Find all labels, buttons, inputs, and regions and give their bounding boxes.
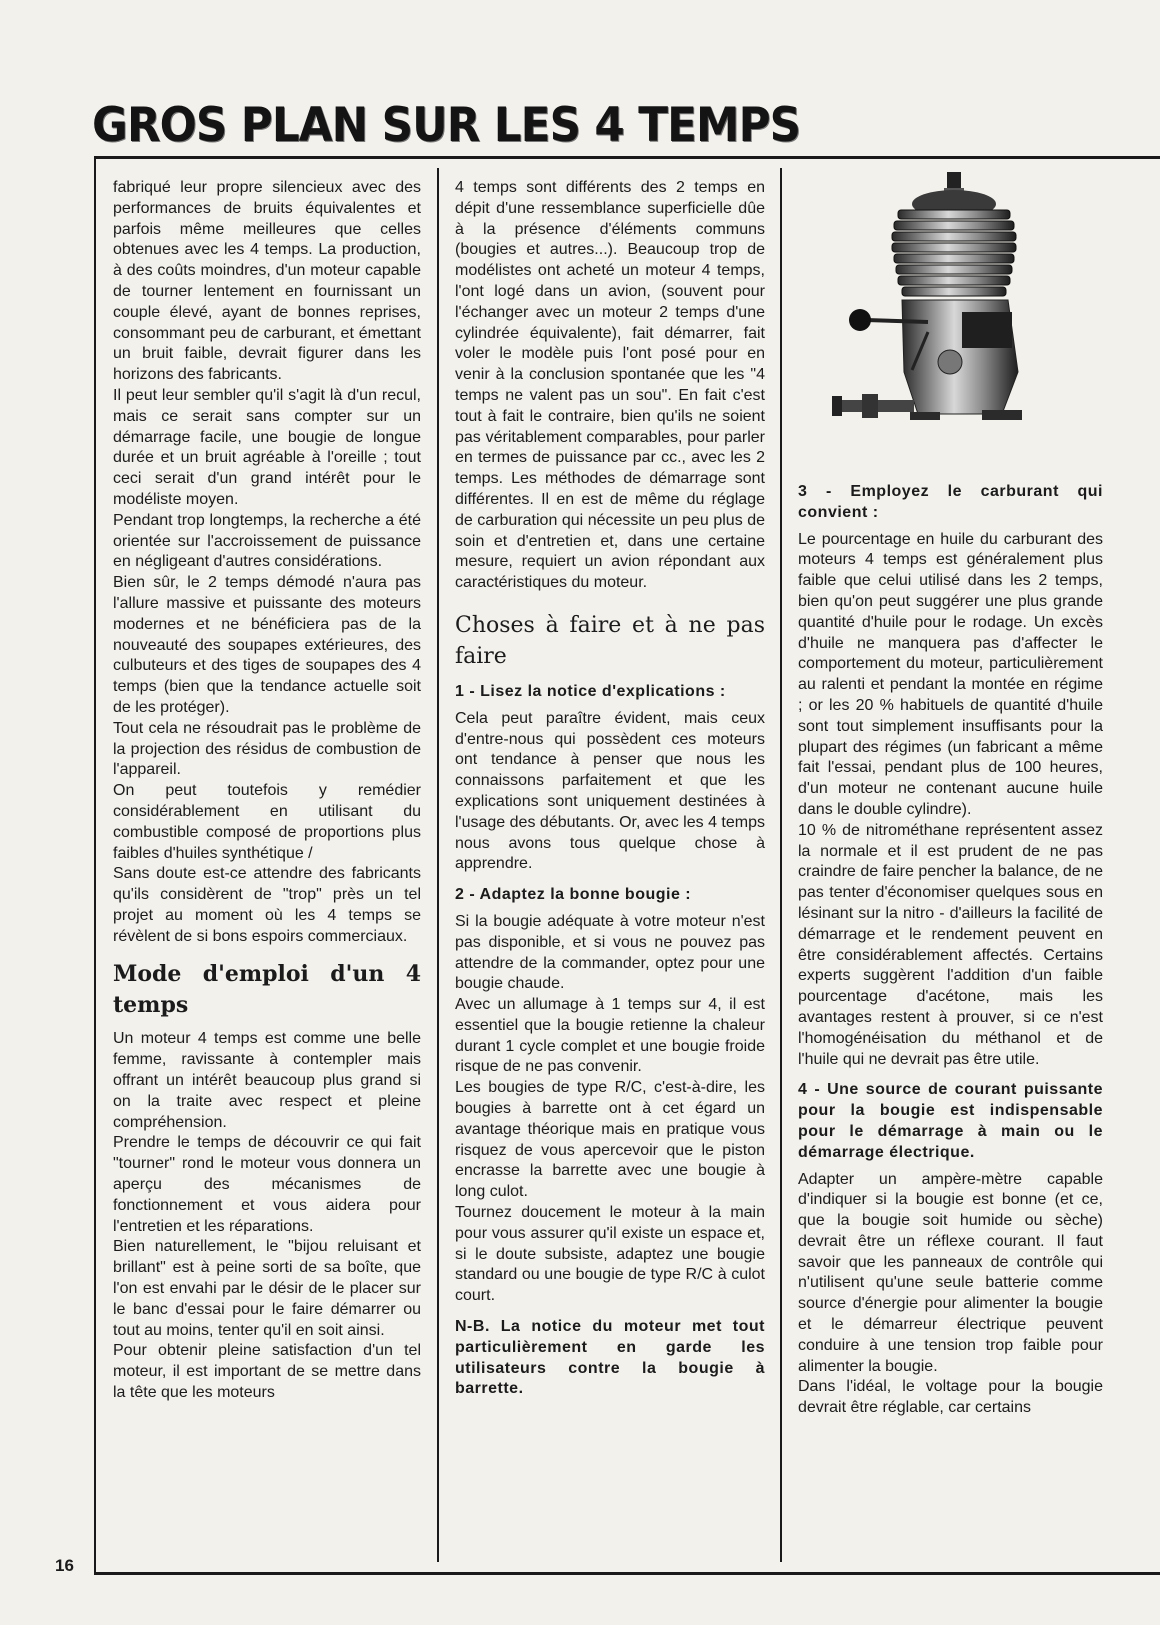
column-divider-2 [780,168,782,1562]
subheading-2: 2 - Adaptez la bonne bougie : [455,886,692,904]
paragraph: Avec un allumage à 1 temps sur 4, il est essentiel que la bougie retienne la chaleur durant 1 cycle complet et une bougie froide risque de ne pas convenir. [455,996,765,1076]
paragraph: Cela peut paraître évident, mais ceux d'entre-nous qui possèdent ces moteurs ont tendance à penser que nous les connaissons parfaitement et que les explications sont uniquement destinées à l'usage des débutants. Or, avec les 4 temps nous avons tous quelque chose à apprendre. [455,709,765,873]
paragraph: Bien naturellement, le "bijou reluisant et brillant" est à peine sorti de sa boîte, que l'on est envahi par le désir de le placer sur le banc d'essai pour le faire démarrer ou tout au moins, tenter qu'il en soit ainsi. [113,1238,421,1339]
paragraph: Dans l'idéal, le voltage pour la bougie devrait être réglable, car certains [798,1378,1103,1417]
top-rule [94,156,1160,159]
column-3 [798,482,1103,1419]
paragraph: Il peut leur sembler qu'il s'agit là d'un recul, mais ce serait sans compter sur un démarrage facile, une bougie de longue durée et un bruit agréable à l'oreille ; tout ceci serait d'un grand intérêt pour le modéliste moyen. [113,386,421,508]
paragraph: Pour obtenir pleine satisfaction d'un tel moteur, il est important de se mettre dans la tête que les moteurs [113,1342,421,1402]
page-number: 16 [55,1556,74,1575]
bottom-rule [94,1572,1160,1575]
paragraph: Adapter un ampère-mètre capable d'indiquer si la bougie est bonne (et ce, que la bougie soit humide ou sèche) devrait être un réflexe courant. Il faut savoir que les panneaux de contrôle qui n'utilisent qu'une seule batterie comme source d'énergie pour alimenter la bougie et le démarreur électrique peuvent conduire à une tension trop faible pour alimenter la bougie. [798,1170,1103,1375]
paragraph: Les bougies de type R/C, c'est-à-dire, les bougies à barrette ont à cet égard un avantage théorique mais en pratique vous risquez de vous apercevoir que le piston encrasse la barrette avec une bougie à long culot. [455,1079,765,1201]
subheading-1: 1 - Lisez la notice d'explications : [455,682,726,700]
section-heading: Mode d'emploi d'un 4 temps [113,961,421,1019]
paragraph: Pendant trop longtemps, la recherche a été orientée sur l'accroissement de puissance en négligeant d'autres considérations. [113,511,421,571]
paragraph: Prendre le temps de découvrir ce qui fait "tourner" rond le moteur vous donnera un aperçu des mécanismes de fonctionnement et vous aidera pour l'entretien et les réparations. [113,1134,421,1235]
paragraph: On peut toutefois y remédier considérablement en utilisant du combustible composé de proportions plus faibles d'huiles synthétique / [113,782,421,862]
column-2 [455,178,765,1400]
paragraph: Un moteur 4 temps est comme une belle femme, ravissante à contempler mais offrant un intérêt beaucoup plus grand si on la traite avec respect et pleine compréhension. [113,1030,421,1131]
page-title: GROS PLAN SUR LES 4 TEMPS [92,98,801,153]
section-heading: Choses à faire et à ne pas faire [455,612,765,669]
paragraph: Bien sûr, le 2 temps démodé n'aura pas l'allure massive et puissante des moteurs modernes et ne bénéficiera pas de la nouveauté des soupapes extérieures, des culbuteurs et des tiges de soupapes des 4 temps (bien que la tendance actuelle soit de les protéger). [113,574,421,716]
note-nb: N-B. La notice du moteur met tout particulièrement en garde les utilisateurs contre la bougie à barrette. [455,1318,765,1398]
column-1 [113,178,421,1404]
subheading-3: 3 - Employez le carburant qui convient : [798,483,1103,521]
paragraph: Le pourcentage en huile du carburant des moteurs 4 temps est généralement plus faible que celui utilisé dans les 2 temps, bien qu'on peut suggérer une plus grande quantité d'huile pour le rodage. Un excès d'huile ne manquera pas d'affecter le comportement du moteur, particulièrement au ralenti et pendant la montée en régime ; or les 20 % habituels de quantité d'huile sont tout simplement insuffisants pour la plupart des régimes (un fabricant a même fait l'essai, pendant plus de 100 heures, d'un moteur ne contenant aucune huile dans le double cylindre). [798,530,1103,818]
paragraph: Si la bougie adéquate à votre moteur n'est pas disponible, et si vous ne pouvez pas attendre de la commander, optez pour une bougie chaude. [455,912,765,993]
paragraph: Tournez doucement le moteur à la main pour vous assurer qu'il existe un espace et, si le doute subsiste, adaptez une bougie standard ou une bougie de type R/C à culot court. [455,1204,765,1305]
paragraph: Sans doute est-ce attendre des fabricants qu'ils considèrent de "trop" près un tel projet au moment où les 4 temps se révèlent de si bons espoirs commerciaux. [113,865,421,945]
subheading-4: 4 - Une source de courant puissante pour la bougie est indispensable pour le démarrage à main ou le démarrage électrique. [798,1081,1103,1161]
paragraph: 10 % de nitrométhane représentent assez la normale et il est prudent de ne pas craindre de faire pencher la balance, de ne pas tenter d'économiser quelques sous en lésinant sur la nitro - d'ailleurs la facilité de démarrage et le rendement peuvent en être considérablement affectés. Certains experts suggèrent l'addition d'un faible pourcentage d'acétone, mais les avantages restent à prouver, si ce n'est l'homogénéisation du méthanol et de l'huile qui ne devrait pas être utile. [798,821,1103,1068]
engine-photo [832,172,1062,452]
left-column-border [94,156,96,1574]
paragraph: Tout cela ne résoudrait pas le problème de la projection des résidus de combustion de l'appareil. [113,719,421,779]
column-divider-1 [437,168,439,1562]
paragraph: fabriqué leur propre silencieux avec des performances de bruits équivalentes et parfois même meilleures que celles obtenues avec les 4 temps. La production, à des coûts moindres, d'un moteur capable de tourner lentement en fournissant un couple élevé, ayant de bonnes reprises, consommant peu de carburant, et émettant un bruit faible, devrait figurer dans les horizons des fabricants. [113,179,421,384]
paragraph: 4 temps sont différents des 2 temps en dépit d'une ressemblance superficielle dûe à la présence d'éléments communs (bougies et autres...). Beaucoup trop de modélistes ont acheté un moteur 4 temps, l'ont logé dans un avion, (souvent pour l'échanger avec un moteur 2 temps d'une cylindrée équivalente), fait démarrer, fait voler le modèle puis l'ont posé pour en venir à la conclusion spontanée que les "4 temps ne valent pas un sou". En fait c'est tout à fait le contraire, bien qu'ils ne soient pas véritablement comparables, pour parler en termes de puissance par cc., avec les 2 temps. Les méthodes de démarrage sont différentes. Il en est de même du réglage de carburation qui nécessite un peu plus de soin et d'entretien et, dans une certaine mesure, requiert un avion répondant aux caractéristiques du moteur. [455,179,765,592]
